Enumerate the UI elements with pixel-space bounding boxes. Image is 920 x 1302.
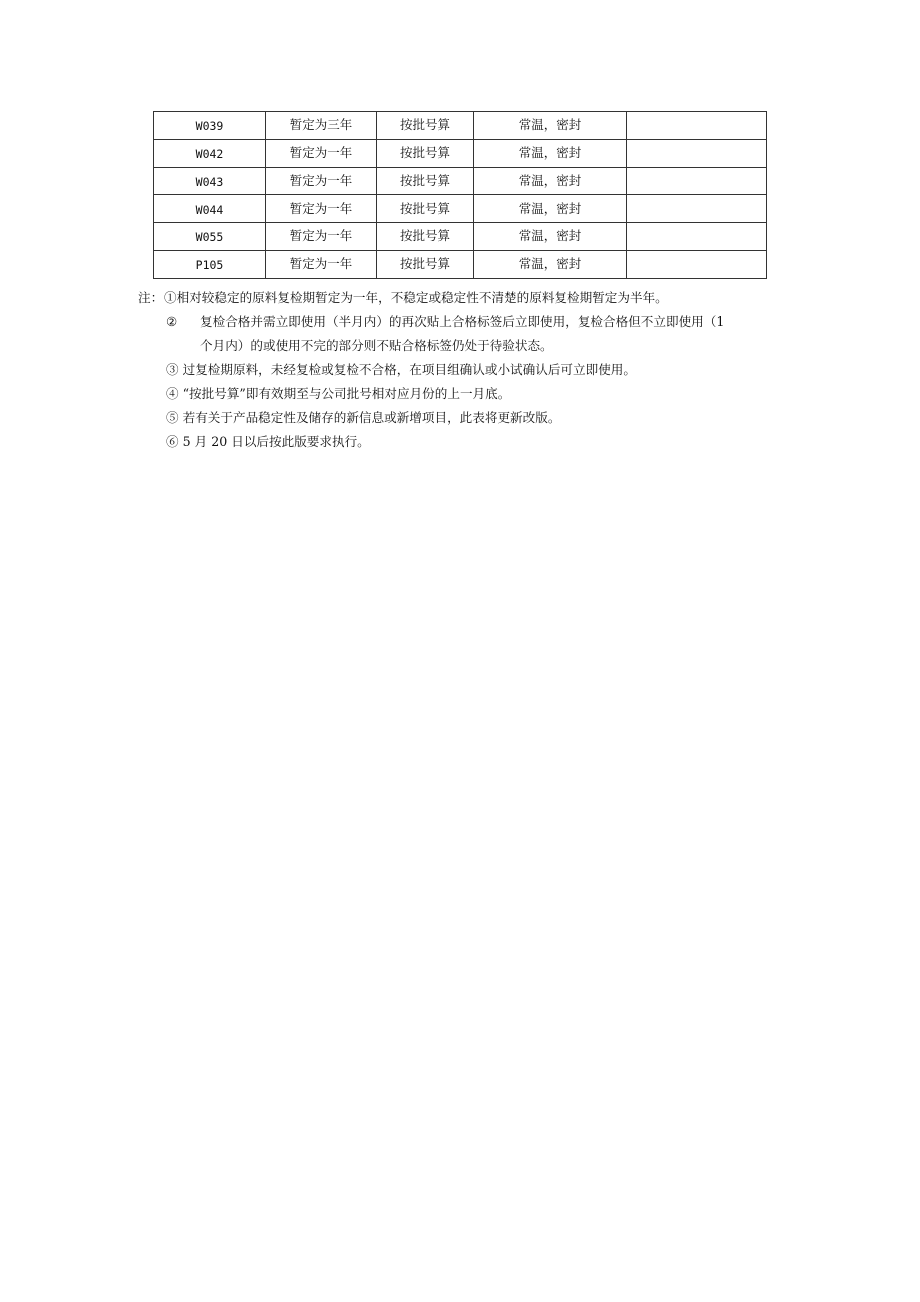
note-text: 复检合格并需立即使用（半月内）的再次贴上合格标签后立即使用，复检合格但不立即使用（1: [200, 314, 725, 329]
note-item-4: ④ “按批号算”即有效期至与公司批号相对应月份的上一月底。: [166, 386, 511, 401]
storage-condition: 常温，密封: [474, 195, 627, 223]
note-text: ①相对较稳定的原料复检期暂定为一年，不稳定或稳定性不清楚的原料复检期暂定为半年。: [164, 290, 668, 305]
remark-cell: [627, 167, 767, 195]
material-code: W043: [154, 167, 266, 195]
note-number: ②: [166, 314, 178, 329]
table-row: [154, 195, 767, 223]
storage-condition: 常温，密封: [474, 167, 627, 195]
remark-cell: [627, 195, 767, 223]
note-item-5: ⑤ 若有关于产品稳定性及储存的新信息或新增项目，此表将更新改版。: [166, 410, 561, 425]
validity-rule: 按批号算: [377, 112, 474, 140]
retest-period: 暂定为一年: [266, 250, 377, 278]
remark-cell: [627, 112, 767, 140]
table-row: [154, 167, 767, 195]
notes-section: [138, 286, 798, 454]
remark-cell: [627, 223, 767, 251]
material-code: P105: [154, 250, 266, 278]
storage-condition: 常温，密封: [474, 250, 627, 278]
retest-period: 暂定为一年: [266, 195, 377, 223]
material-code: W055: [154, 223, 266, 251]
storage-condition: 常温，密封: [474, 223, 627, 251]
retest-period: 暂定为三年: [266, 112, 377, 140]
note-item-6: ⑥ 5 月 20 日以后按此版要求执行。: [166, 434, 370, 449]
validity-rule: 按批号算: [377, 223, 474, 251]
storage-condition: 常温，密封: [474, 112, 627, 140]
validity-rule: 按批号算: [377, 195, 474, 223]
material-code: W039: [154, 112, 266, 140]
material-code: W042: [154, 139, 266, 167]
note-text-continued: 个月内）的或使用不完的部分则不贴合格标签仍处于待验状态。: [200, 338, 553, 353]
material-retest-table: [153, 111, 767, 279]
retest-period: 暂定为一年: [266, 139, 377, 167]
table-row: [154, 223, 767, 251]
material-code: W044: [154, 195, 266, 223]
validity-rule: 按批号算: [377, 139, 474, 167]
remark-cell: [627, 139, 767, 167]
remark-cell: [627, 250, 767, 278]
table-row: [154, 139, 767, 167]
note-item-1: [138, 286, 798, 310]
note-item-2: [138, 310, 798, 358]
table-row: [154, 250, 767, 278]
material-retest-table-section: [153, 111, 766, 279]
notes-label: 注：: [138, 290, 164, 305]
table-row: [154, 112, 767, 140]
validity-rule: 按批号算: [377, 250, 474, 278]
retest-period: 暂定为一年: [266, 223, 377, 251]
note-item-3: ③ 过复检期原料，未经复检或复检不合格，在项目组确认或小试确认后可立即使用。: [166, 362, 636, 377]
validity-rule: 按批号算: [377, 167, 474, 195]
retest-period: 暂定为一年: [266, 167, 377, 195]
storage-condition: 常温，密封: [474, 139, 627, 167]
